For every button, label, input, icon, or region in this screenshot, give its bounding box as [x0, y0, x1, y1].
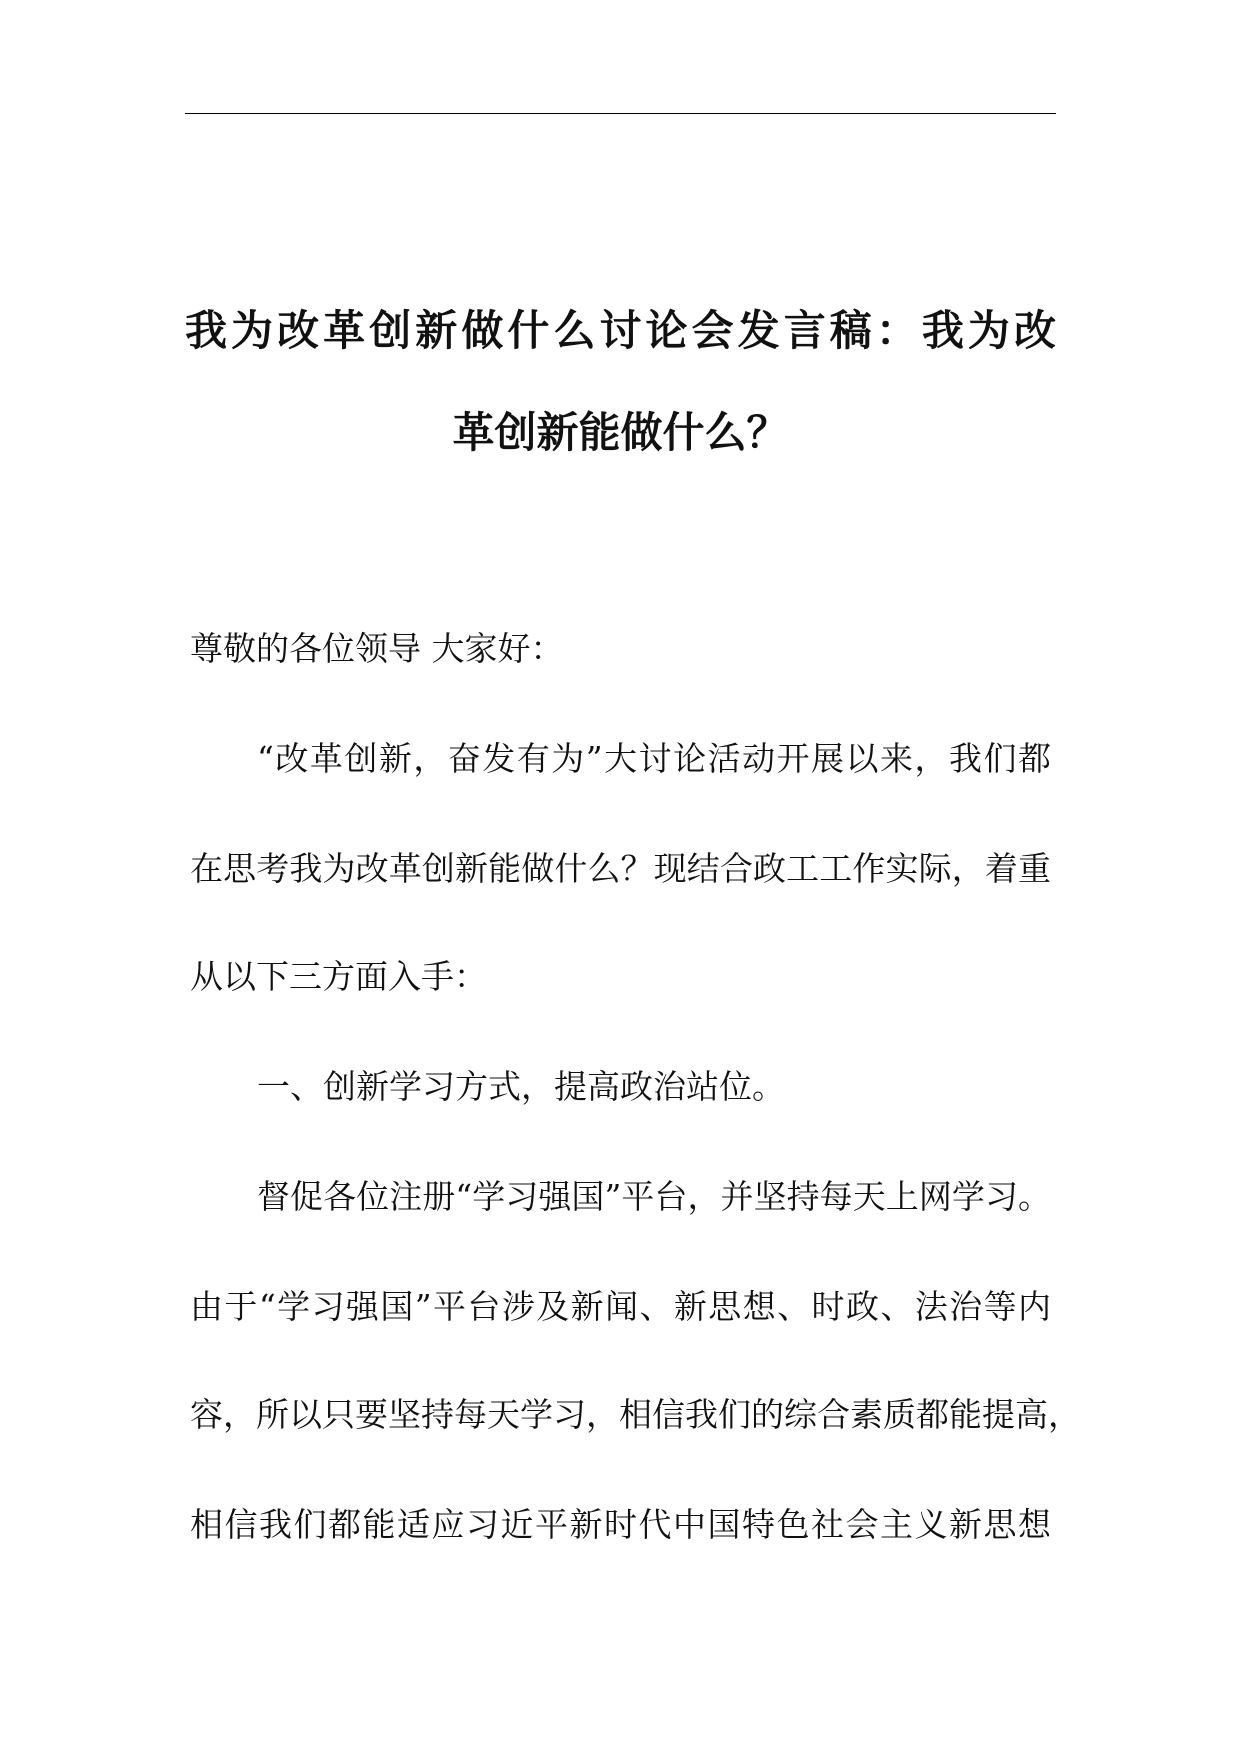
body-line: 容，所以只要坚持每天学习，相信我们的综合素质都能提高，	[190, 1395, 1081, 1434]
body-line: 督促各位注册“学习强国”平台，并坚持每天上网学习。	[257, 1177, 1051, 1216]
body-line: 由于“学习强国”平台涉及新闻、新思想、时政、法治等内	[190, 1287, 1051, 1326]
salutation: 尊敬的各位领导 大家好：	[190, 629, 564, 668]
body-line: 在思考我为改革创新能做什么？现结合政工工作实际，着重	[190, 849, 1051, 888]
body-line: 从以下三方面入手：	[190, 957, 487, 996]
body-line: “改革创新，奋发有为”大讨论活动开展以来，我们都	[257, 739, 1051, 778]
document-title-line-1: 我为改革创新做什么讨论会发言稿：我为改	[185, 306, 1056, 355]
section-heading-1: 一、创新学习方式，提高政治站位。	[257, 1067, 785, 1106]
body-line: 相信我们都能适应习近平新时代中国特色社会主义新思想	[190, 1505, 1051, 1544]
document-title-line-2: 革创新能做什么？	[452, 408, 789, 457]
header-rule	[185, 113, 1056, 114]
